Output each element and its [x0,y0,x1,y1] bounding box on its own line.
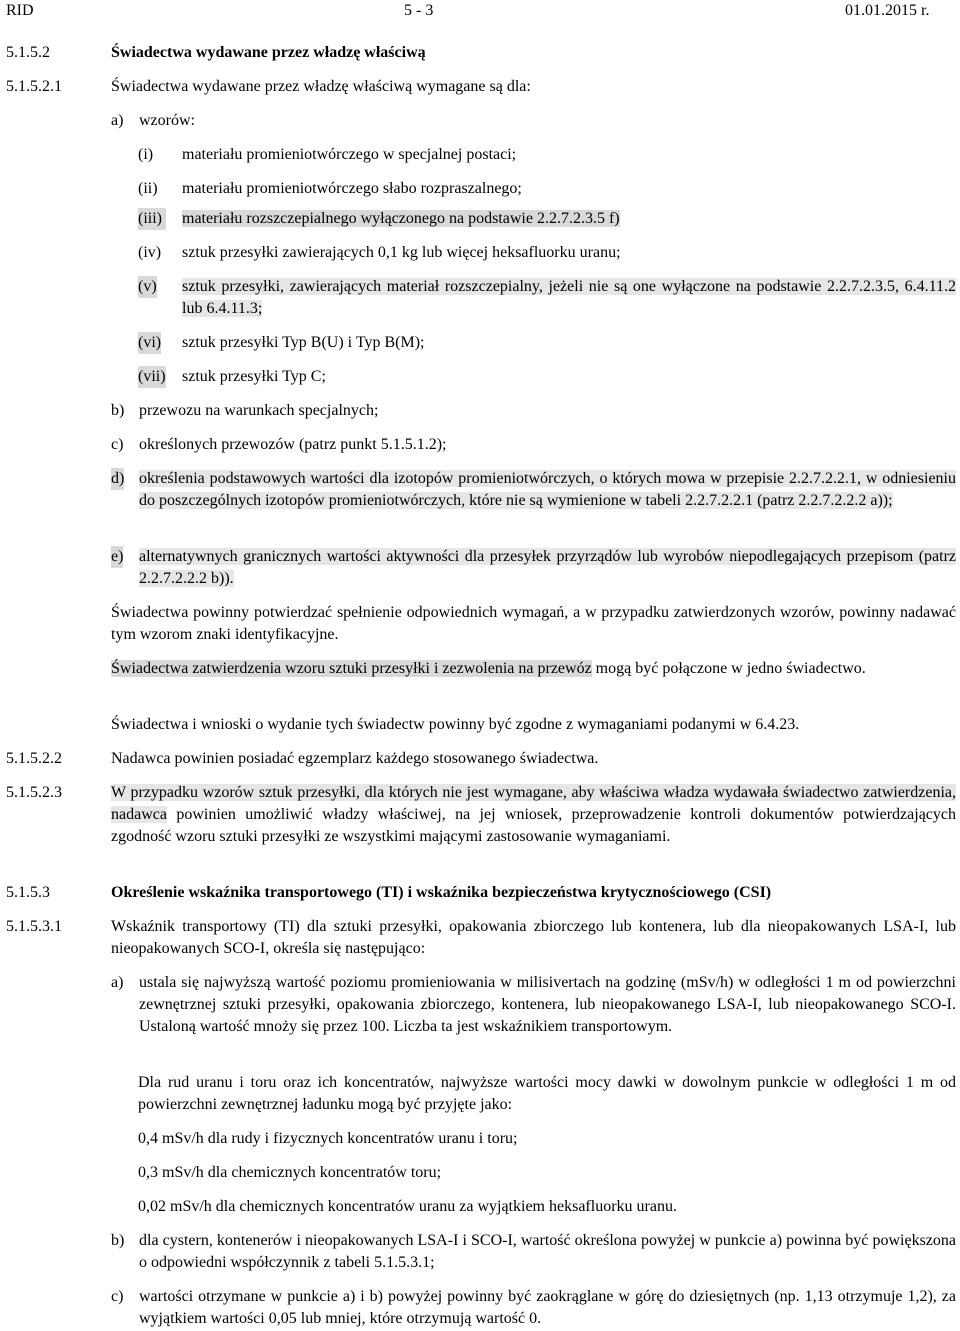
item-text: wartości otrzymane w punkcie a) i b) powyżej powinny być zaokrąglane w górę do dziesiętnych (np. 1,13 otrzymuje 1,2), za wyjątkiem wartości 0,05 lub mniej, które otrzymują wartość 0. [139,1288,956,1327]
subitem-text: sztuk przesyłki Typ C; [182,368,326,385]
section-title: Określenie wskaźnika transportowego (TI) i wskaźnika bezpieczeństwa krytycznościowego (CSI) [111,884,772,901]
item-label: e) [111,546,123,568]
section-number: 5.1.5.2.2 [6,750,62,767]
paragraph-certificates-confirm: Świadectwa powinny potwierdzać spełnienie odpowiednich wymagań, a w przypadku zatwierdzonych wzorów, powinny nadawać tym wzorom znaki identyfikacyjne. [111,604,956,643]
subitem-text: sztuk przesyłki Typ B(U) i Typ B(M); [182,334,425,351]
subitem-label: (vi) [138,332,161,354]
item-text: ustala się najwyższą wartość poziomu promieniowania w milisivertach na godzinę (mSv/h) w odległości 1 m od powierzchni zewnętrznej sztuki przesyłki, opakowania zbiorczego, kontenera, lub nieopakowanego LSA-I, lub nieopakowanego SCO-I. Ustaloną wartość mnoży się przez 100. Liczba ta jest wskaźnikiem transportowym. [139,974,956,1035]
subitem-text [182,208,712,230]
paragraph-certificates-compliance: Świadectwa i wnioski o wydanie tych świadectw powinny być zgodne z wymaganiami podanymi w 6.4.23. [111,716,800,733]
subitem-label: (i) [138,146,154,163]
section-number: 5.1.5.2 [6,44,50,61]
item-text: przewozu na warunkach specjalnych; [139,402,379,419]
highlighted-text: materiału rozszczepialnego wyłączonego na podstawie 2.2.7.2.3.5 f) [182,210,620,227]
subitem-label: (vii) [138,366,166,388]
paragraph-certificates-combined [111,658,956,680]
subitem-text: materiału promieniotwórczego w specjalnej postaci; [182,146,517,163]
page-header [0,0,960,22]
paragraph-text: mogą być połączone w jedno świadectwo. [591,660,866,677]
item-label: c) [111,436,124,453]
subitem-text: sztuk przesyłki zawierających 0,1 kg lub więcej heksafluorku uranu; [182,244,621,261]
item-text: wzorów: [139,112,195,129]
subitem-label: (ii) [138,180,158,197]
item-label: c) [111,1288,124,1305]
item-text [139,468,956,512]
section-text: Nadawca powinien posiadać egzemplarz każdego stosowanego świadectwa. [111,750,599,767]
section-title: Świadectwa wydawane przez władzę właściwą [111,44,426,61]
header-date: 01.01.2015 r. [845,2,930,19]
header-left: RID [6,2,34,19]
subitem-text [182,276,956,320]
highlighted-text: określenia podstawowych wartości dla izotopów promieniotwórczych, o których mowa w przepisie 2.2.7.2.2.1, w odniesieniu do poszczególnych izotopów promieniotwórczych, które nie są wymienione w tabeli 2.2.7.2.2.1 (patrz 2.2.7.2.2.2 a)); [139,470,956,509]
header-page-number: 5 - 3 [404,2,434,19]
subitem-text: materiału promieniotwórczego słabo rozpraszalnego; [182,180,522,197]
dose-line-thorium: 0,3 mSv/h dla chemicznych koncentratów toru; [138,1164,442,1181]
highlighted-text: Świadectwa zatwierdzenia wzoru sztuki przesyłki i zezwolenia na przewóz [111,660,592,677]
section-number: 5.1.5.2.1 [6,78,62,95]
highlighted-text: W przypadku wzorów sztuk przesyłki, dla których nie jest wymagane, aby właściwa władza wydawała świadectwo zatwierdzenia, nadawca [111,784,956,823]
paragraph-text: powinien umożliwić władzy właściwej, na jej wniosek, przeprowadzenie kontroli dokumentów potwierdzających zgodność wzoru sztuki przesyłki ze wszystkimi mającymi zastosowanie wymaganiami. [111,806,956,845]
subitem-label: (iii) [138,208,166,230]
item-text: dla cystern, kontenerów i nieopakowanych LSA-I i SCO-I, wartość określona powyżej w punkcie a) powinna być powiększona o odpowiedni współczynnik z tabeli 5.1.5.3.1; [139,1232,956,1271]
dose-line-uranium: 0,02 mSv/h dla chemicznych koncentratów uranu za wyjątkiem heksafluorku uranu. [138,1198,677,1215]
item-text [139,546,956,590]
subitem-label: (iv) [138,244,162,261]
paragraph-ore-dose: Dla rud uranu i toru oraz ich koncentratów, najwyższe wartości mocy dawki w dowolnym punkcie w odległości 1 m od powierzchni zewnętrznej ładunku mogą być przyjęte jako: [138,1074,956,1113]
section-number: 5.1.5.2.3 [6,784,62,801]
subitem-label: (v) [138,276,157,298]
section-text [111,782,956,848]
dose-line-ore: 0,4 mSv/h dla rudy i fizycznych koncentratów uranu i toru; [138,1130,518,1147]
section-number: 5.1.5.3.1 [6,918,62,935]
item-label: b) [111,402,125,419]
item-text: określonych przewozów (patrz punkt 5.1.5.1.2); [139,436,447,453]
item-label: d) [111,468,124,490]
section-intro: Świadectwa wydawane przez władzę właściwą wymagane są dla: [111,78,531,95]
section-number: 5.1.5.3 [6,884,50,901]
item-label: a) [111,112,124,129]
section-intro: Wskaźnik transportowy (TI) dla sztuki przesyłki, opakowania zbiorczego lub kontenera, lub dla nieopakowanych LSA-I, lub nieopakowanych SCO-I, określa się następująco: [111,918,956,957]
item-label: b) [111,1232,125,1249]
highlighted-text: alternatywnych granicznych wartości aktywności dla przesyłek przyrządów lub wyrobów niepodlegających przepisom (patrz 2.2.7.2.2.2 b)). [139,548,956,587]
item-label: a) [111,974,124,991]
highlighted-text: sztuk przesyłki, zawierających materiał rozszczepialny, jeżeli nie są one wyłączone na podstawie 2.2.7.2.3.5, 6.4.11.2 lub 6.4.11.3; [182,278,956,317]
